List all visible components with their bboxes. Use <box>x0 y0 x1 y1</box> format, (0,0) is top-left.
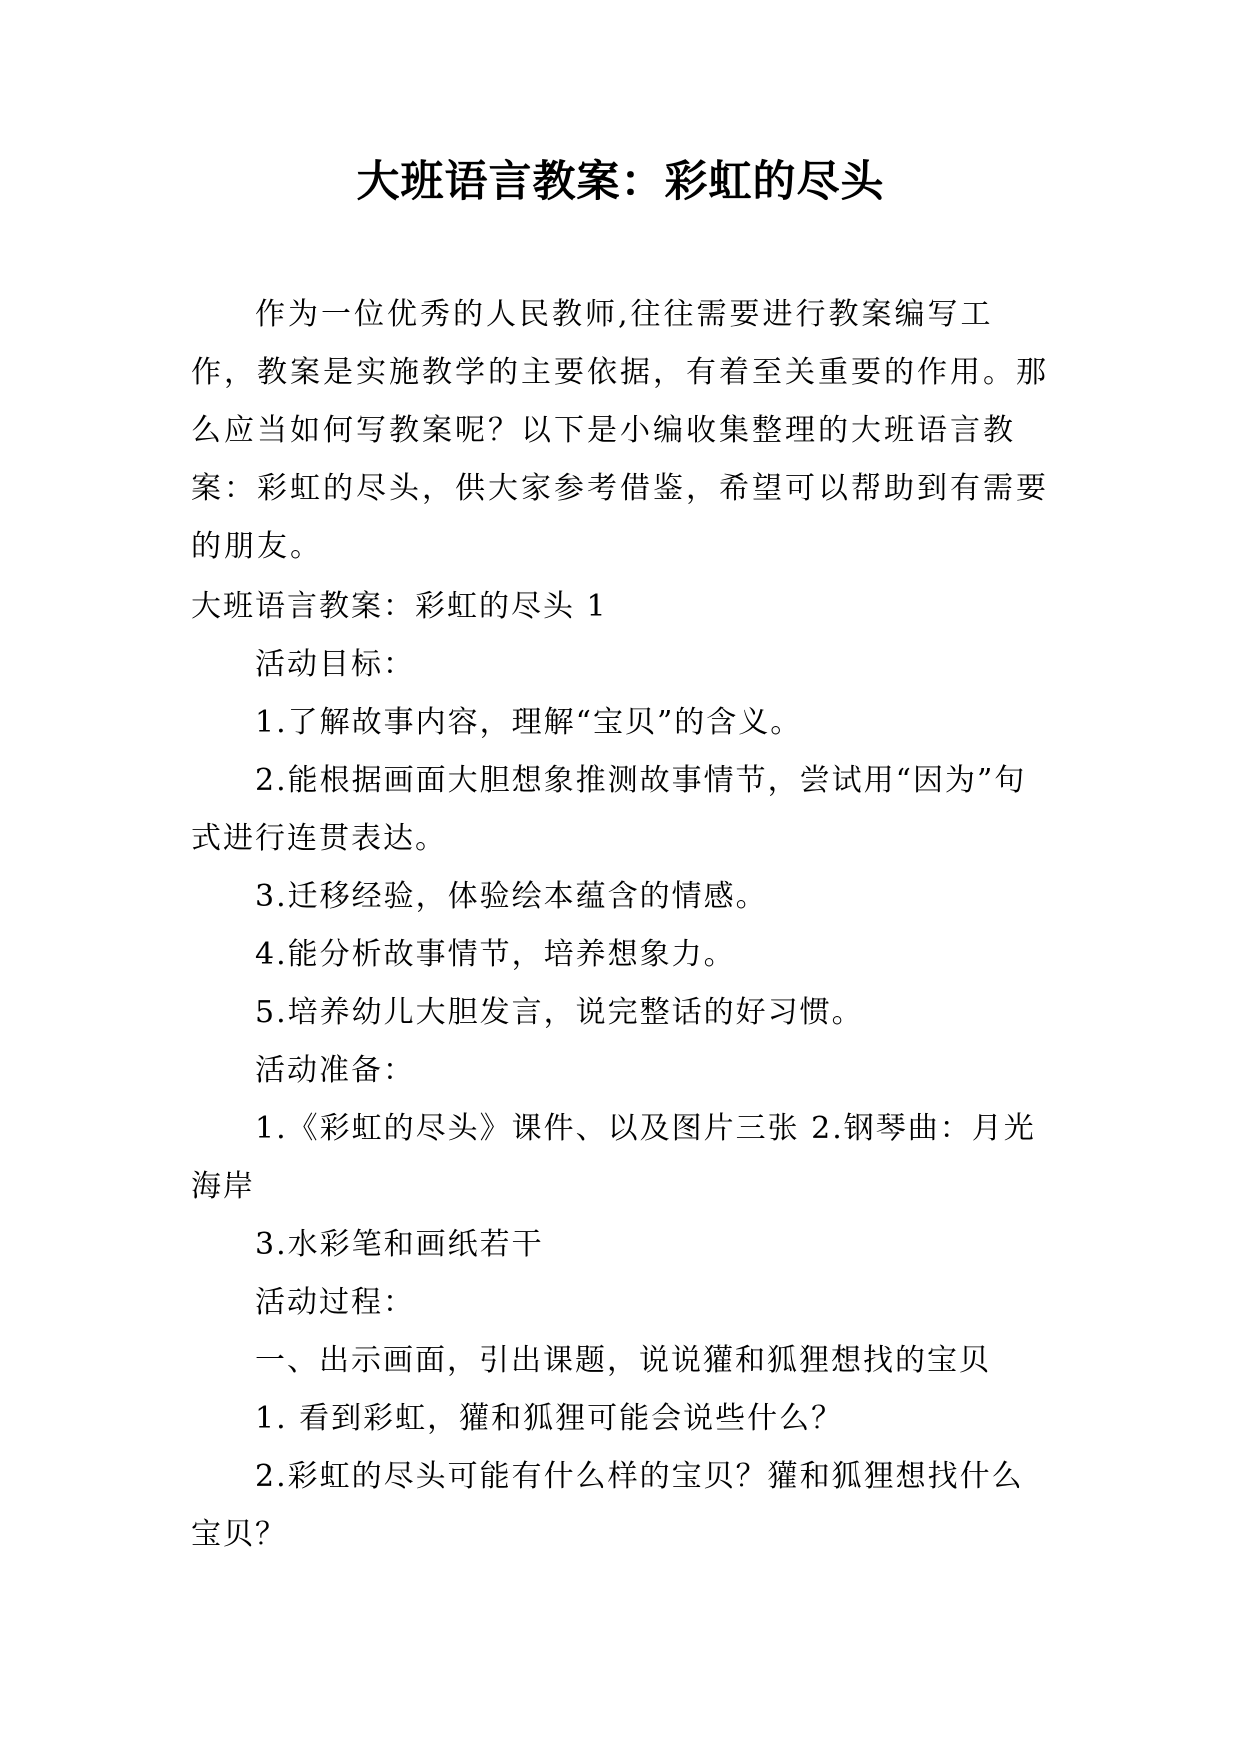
goal-item: 4.能分析故事情节，培养想象力。 <box>255 937 736 972</box>
step-heading: 一、出示画面，引出课题，说说獾和狐狸想找的宝贝 <box>255 1343 991 1378</box>
step-item: 2.彩虹的尽头可能有什么样的宝贝？獾和狐狸想找什么宝贝？ <box>191 1459 1024 1552</box>
prep-label: 活动准备： <box>255 1053 415 1088</box>
prep-item: 3.水彩笔和画纸若干 <box>255 1227 544 1262</box>
intro-paragraph: 作为一位优秀的人民教师,往往需要进行教案编写工作，教案是实施教学的主要依据，有着至关重要的作用。那么应当如何写教案呢？以下是小编收集整理的大班语言教案：彩虹的尽头，供大家参考借鉴，希望可以帮助到有需要的朋友。 <box>191 297 1049 564</box>
document-title: 大班语言教案：彩虹的尽头 <box>356 157 885 207</box>
goals-label: 活动目标： <box>255 647 415 682</box>
goal-item: 5.培养幼儿大胆发言，说完整话的好习惯。 <box>255 995 864 1030</box>
goal-item: 1.了解故事内容，理解“宝贝”的含义。 <box>255 705 803 740</box>
prep-item: 1.《彩虹的尽头》课件、以及图片三张 2.钢琴曲：月光海岸 <box>191 1111 1036 1204</box>
section-heading: 大班语言教案：彩虹的尽头 1 <box>191 589 608 624</box>
goal-item: 3.迁移经验，体验绘本蕴含的情感。 <box>255 879 768 914</box>
goal-item: 2.能根据画面大胆想象推测故事情节，尝试用“因为”句式进行连贯表达。 <box>191 763 1027 856</box>
step-item: 1. 看到彩虹，獾和狐狸可能会说些什么？ <box>255 1401 844 1436</box>
process-label: 活动过程： <box>255 1285 415 1320</box>
lesson-content <box>191 578 1051 1564</box>
